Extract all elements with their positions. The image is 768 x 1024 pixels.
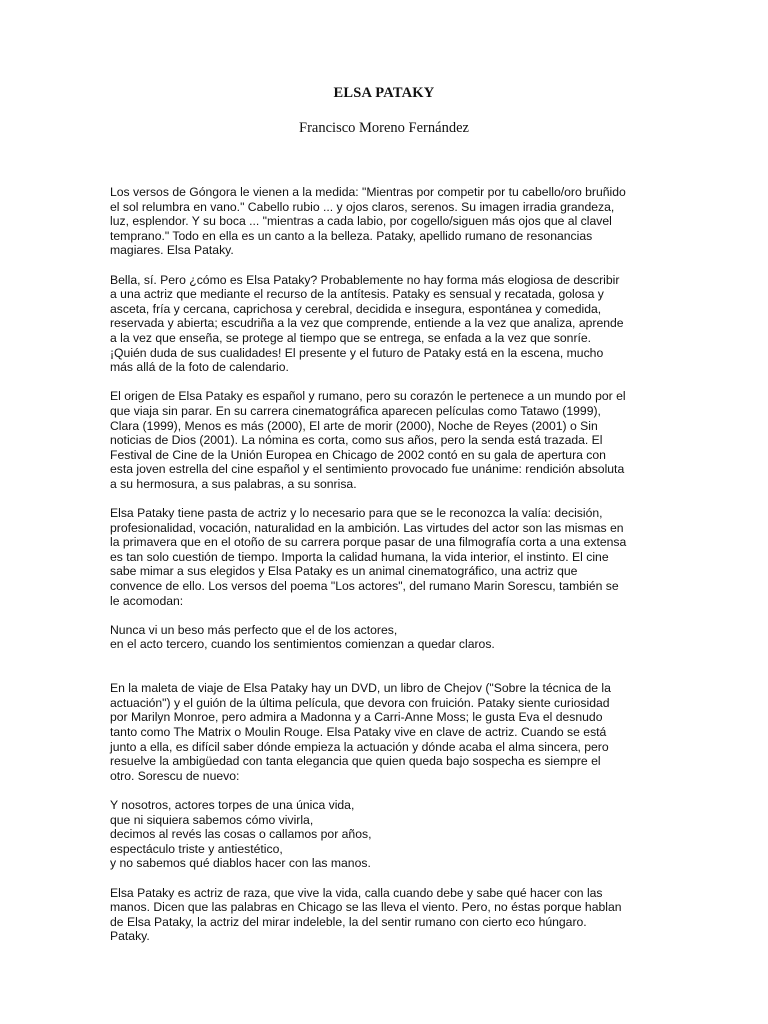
text-line: manos. Dicen que las palabras en Chicago se las lleva el viento. Pero, no éstas porque hablan	[110, 900, 622, 915]
text-line: le acomodan:	[110, 593, 184, 608]
text-line: luz, esplendor. Y su boca ... "mientras a cada labio, por cogello/siguen más ojos que al clavel	[110, 214, 612, 229]
text-line: que ni siquiera sabemos cómo vivirla,	[110, 812, 314, 827]
text-line: a una actriz que mediante el recurso de la antítesis. Pataky es sensual y recatada, golosa y	[110, 287, 604, 302]
text-line: Elsa Pataky es actriz de raza, que vive la vida, calla cuando debe y sabe qué hacer con las	[110, 885, 603, 900]
text-line: y no sabemos qué diablos hacer con las manos.	[110, 856, 371, 871]
paragraph	[110, 681, 670, 783]
text-line: resuelve la ambigüedad con tanta elegancia que quien queda bajo sospecha es siempre el	[110, 754, 601, 769]
text-line: otro. Sorescu de nuevo:	[110, 768, 240, 783]
paragraph	[110, 798, 670, 871]
text-line: Clara (1999), Menos es más (2000), El arte de morir (2000), Noche de Reyes (2001) o Sin	[110, 418, 598, 433]
text-line: más allá de la foto de calendario.	[110, 360, 289, 375]
paragraph	[110, 506, 670, 608]
text-line: profesionalidad, vocación, naturalidad en la ambición. Las virtudes del actor son las mismas en	[110, 520, 624, 535]
paragraph	[110, 389, 670, 491]
text-line: Los versos de Góngora le vienen a la medida: "Mientras por competir por tu cabello/oro bruñido	[110, 185, 626, 199]
document-title: ELSA PATAKY	[333, 85, 435, 101]
text-line: Y nosotros, actores torpes de una única vida,	[110, 797, 355, 812]
text-line: espectáculo triste y antiestético,	[110, 841, 283, 856]
paragraph	[110, 273, 670, 375]
text-line: reservada y abierta; escudriña a la vez que comprende, entiende a la vez que analiza, aprende	[110, 316, 624, 331]
text-line: Bella, sí. Pero ¿cómo es Elsa Pataky? Probablemente no hay forma más elogiosa de describir	[110, 272, 620, 287]
paragraph	[110, 886, 670, 944]
text-line: esta joven estrella del cine español y el sentimiento provocado fue unánime: rendición absoluta	[110, 462, 625, 477]
document-body	[110, 185, 670, 958]
text-line: a su hermosura, a sus palabras, a su sonrisa.	[110, 476, 357, 491]
text-line: tanto como The Matrix o Moulin Rouge. Elsa Pataky vive en clave de actriz. Cuando se está	[110, 724, 607, 739]
text-line: Elsa Pataky tiene pasta de actriz y lo necesario para que se le reconozca la valía: decisión,	[110, 506, 603, 521]
text-line: actuación") y el guión de la última película, que devora con fruición. Pataky siente curiosidad	[110, 695, 610, 710]
text-line: Pataky.	[110, 929, 150, 944]
text-line: por Marilyn Monroe, pero admira a Madonna y a Carri-Anne Moss; le gusta Eva el desnudo	[110, 710, 603, 725]
text-line: sabe mimar a sus elegidos y Elsa Pataky es un animal cinematográfico, una actriz que	[110, 564, 578, 579]
document-author: Francisco Moreno Fernández	[299, 120, 469, 136]
text-line: Nunca vi un beso más perfecto que el de los actores,	[110, 622, 398, 637]
text-line: magiares. Elsa Pataky.	[110, 243, 234, 258]
text-line: En la maleta de viaje de Elsa Pataky hay un DVD, un libro de Chejov ("Sobre la técnica de la	[110, 681, 611, 696]
text-line: la primavera que en el otoño de su carrera porque pasar de una filmografía corta a una extensa	[110, 535, 627, 550]
text-line: junto a ella, es difícil saber dónde empieza la actuación y dónde acaba el alma sincera, pero	[110, 739, 609, 754]
text-line: convence de ello. Los versos del poema "Los actores", del rumano Marin Sorescu, también se	[110, 579, 619, 594]
paragraph	[110, 623, 670, 652]
text-line: es tan solo cuestión de tiempo. Importa la calidad humana, la vida interior, el instinto. El cine	[110, 549, 609, 564]
text-line: el sol relumbra en vano." Cabello rubio ... y ojos claros, serenos. Su imagen irradia grandeza,	[110, 199, 615, 214]
text-line: en el acto tercero, cuando los sentimientos comienzan a quedar claros.	[110, 637, 495, 652]
text-line: que viaja sin parar. En su carrera cinematográfica aparecen películas como Tatawo (1999),	[110, 403, 601, 418]
text-line: noticias de Dios (2001). La nómina es corta, como sus años, pero la senda está trazada. El	[110, 433, 603, 448]
text-line: ¡Quién duda de sus cualidades! El presente y el futuro de Pataky está en la escena, mucho	[110, 345, 604, 360]
text-line: a la vez que enseña, se protege al tiempo que se entrega, se enfada a la vez que sonríe.	[110, 330, 592, 345]
text-line: decimos al revés las cosas o callamos por años,	[110, 827, 372, 842]
text-line: asceta, fría y cercana, caprichosa y cerebral, decidida e insegura, espontánea y comedida,	[110, 301, 602, 316]
text-line: temprano." Todo en ella es un canto a la belleza. Pataky, apellido rumano de resonancias	[110, 228, 593, 243]
paragraph	[110, 185, 670, 258]
text-line: El origen de Elsa Pataky es español y rumano, pero su corazón le pertenece a un mundo por el	[110, 389, 626, 404]
text-line: Festival de Cine de la Unión Europea en Chicago de 2002 contó en su gala de apertura con	[110, 447, 606, 462]
text-line: de Elsa Pataky, la actriz del mirar indeleble, la del sentir rumano con cierto eco húngaro.	[110, 914, 587, 929]
